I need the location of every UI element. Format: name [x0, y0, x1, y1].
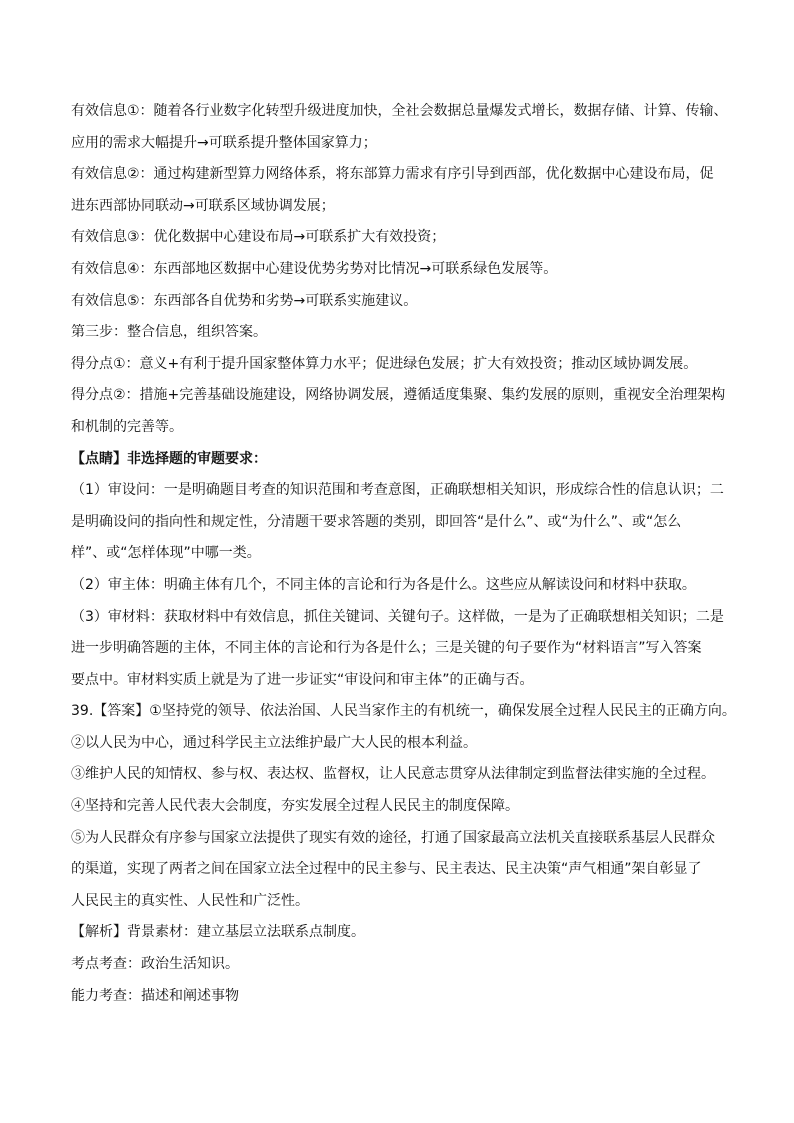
document-body [71, 96, 736, 1012]
text-line: ③维护人民的知情权、参与权、表达权、监督权，让人民意志贯穿从法律制定到监督法律实施的全过程。 [71, 766, 715, 783]
text-line: 有效信息①：随着各行业数字化转型升级进度加快，全社会数据总量爆发式增长，数据存储、计算、传输、 [71, 103, 728, 119]
text-line: ⑤为人民群众有序参与国家立法提供了现实有效的途径，打通了国家最高立法机关直接联系基层人民群众 [71, 829, 715, 846]
text-line: 是明确设问的指向性和规定性，分清题干要求答题的类别，即回答“是什么”、或“为什么”、或“怎么 [71, 513, 682, 530]
dianjing-heading: 【点睛】非选择题的审题要求： [71, 450, 267, 467]
text-line: 有效信息④：东西部地区数据中心建设优势劣势对比情况→可联系绿色发展等。 [71, 260, 558, 277]
text-line: 的渠道，实现了两者之间在国家立法全过程中的民主参与、民主表达、民主决策“声气相通”架自彰显了 [71, 861, 702, 878]
text-line: 要点中。审材料实质上就是为了进一步证实“审设问和审主体”的正确与否。 [71, 671, 534, 688]
text-line: 得分点①：意义+有利于提升国家整体算力水平；促进绿色发展；扩大有效投资；推动区域协调发展。 [71, 355, 698, 372]
text-line: 进东西部协同联动→可联系区域协调发展； [71, 197, 335, 214]
text-line: 第三步：整合信息，组织答案。 [71, 324, 267, 341]
text-line: 有效信息③：优化数据中心建设布局→可联系扩大有效投资； [71, 229, 446, 246]
text-line: 应用的需求大幅提升→可联系提升整体国家算力； [71, 134, 377, 151]
analysis-heading: 【解析】背景素材：建立基层立法联系点制度。 [71, 924, 365, 941]
text-line: 进一步明确答题的主体，不同主体的言论和行为各是什么；三是关键的句子要作为“材料语言”写入答案 [71, 640, 702, 657]
text-line: （2）审主体：明确主体有几个，不同主体的言论和行为各是什么。这些应从解读设问和材料中获取。 [71, 576, 696, 593]
text-line: 样”、或“怎样体现”中哪一类。 [71, 545, 261, 562]
text-line: ②以人民为中心，通过科学民主立法维护最广大人民的根本利益。 [71, 734, 477, 751]
text-line: 考点考查：政治生活知识。 [71, 956, 239, 973]
text-line: 有效信息②：通过构建新型算力网络体系，将东部算力需求有序引导到西部，优化数据中心建设布局，促 [71, 166, 714, 183]
text-line: 得分点②：措施+完善基础设施建设，网络协调发展，遵循适度集聚、集约发展的原则，重视安全治理架构 [71, 387, 726, 404]
text-line: 人民民主的真实性、人民性和广泛性。 [71, 892, 309, 909]
text-line: 有效信息⑤：东西部各自优势和劣势→可联系实施建议。 [71, 292, 418, 309]
text-line: 和机制的完善等。 [71, 418, 183, 435]
text-line: 能力考查：描述和阐述事物 [71, 987, 239, 1004]
text-line: （1）审设问：一是明确题目考查的知识范围和考查意图，正确联想相关知识，形成综合性的信息认识；二 [71, 482, 724, 499]
text-line: ④坚持和完善人民代表大会制度，夯实发展全过程人民民主的制度保障。 [71, 798, 519, 815]
text-line: （3）审材料：获取材料中有效信息，抓住关键词、关键句子。这样做，一是为了正确联想相关知识；二是 [71, 608, 724, 625]
answer-heading: 39.【答案】①坚持党的领导、依法治国、人民当家作主的有机统一，确保发展全过程人民民主的正确方向。 [71, 703, 736, 720]
